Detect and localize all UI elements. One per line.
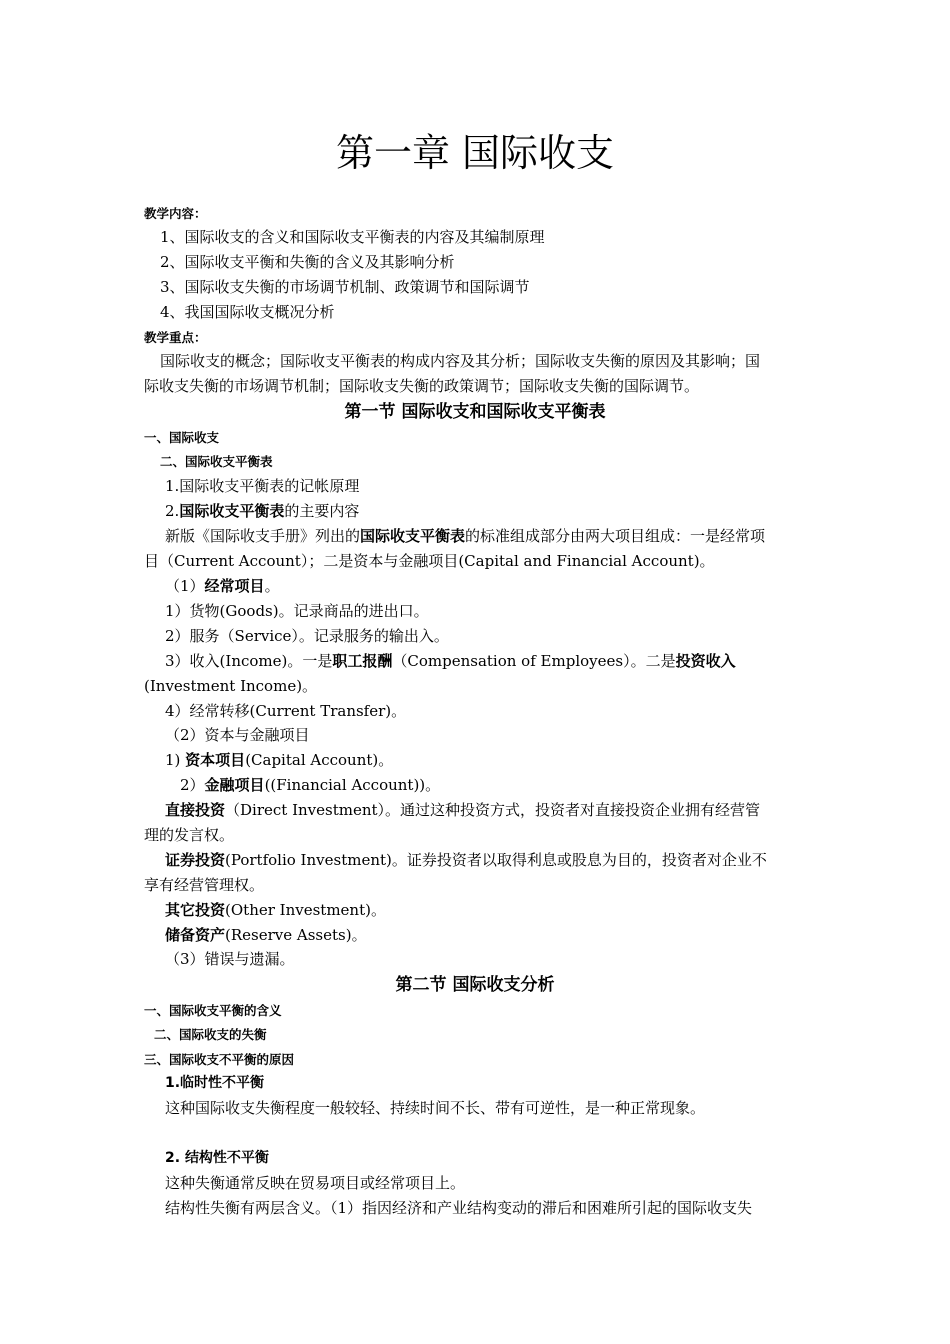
teaching-content-item: 1、国际收支的含义和国际收支平衡表的内容及其编制原理 [160, 228, 545, 246]
paragraph: 2）金融项目((Financial Account))。 [180, 776, 441, 794]
paragraph: 享有经营管理权。 [144, 876, 265, 894]
subsection-heading: 一、国际收支 [144, 430, 220, 445]
subsection-heading: 二、国际收支的失衡 [154, 1027, 267, 1042]
subheading: 2. 结构性不平衡 [165, 1150, 269, 1166]
subsection-heading: 二、国际收支平衡表 [160, 454, 273, 469]
paragraph: （2）资本与金融项目 [165, 726, 310, 744]
paragraph: 结构性失衡有两层含义。（1）指因经济和产业结构变动的滞后和困难所引起的国际收支失 [165, 1199, 753, 1217]
paragraph: 直接投资（Direct Investment）。通过这种投资方式，投资者对直接投资企业拥有经营管 [165, 801, 761, 819]
chapter-title: 第一章 国际收支 [335, 131, 615, 175]
section-title: 第一节 国际收支和国际收支平衡表 [344, 402, 606, 422]
paragraph: 这种失衡通常反映在贸易项目或经常项目上。 [165, 1174, 466, 1192]
paragraph: 目（Current Account）；二是资本与金融项目(Capital and Financial Account)。 [144, 552, 715, 570]
teaching-content-item: 3、国际收支失衡的市场调节机制、政策调节和国际调节 [160, 278, 530, 296]
paragraph: (Investment Income)。 [144, 677, 318, 695]
paragraph: 1）货物(Goods)。记录商品的进出口。 [165, 602, 429, 620]
paragraph: 理的发言权。 [144, 826, 235, 844]
paragraph: 1) 资本项目(Capital Account)。 [165, 751, 394, 769]
paragraph: 储备资产(Reserve Assets)。 [165, 926, 367, 944]
paragraph: （1）经常项目。 [165, 577, 280, 595]
teaching-focus-heading: 教学重点： [144, 330, 207, 345]
paragraph: 2.国际收支平衡表的主要内容 [165, 502, 360, 520]
paragraph: 其它投资(Other Investment)。 [165, 901, 386, 919]
subsection-heading: 三、国际收支不平衡的原因 [144, 1052, 295, 1067]
paragraph: 2）服务（Service）。记录服务的输出入。 [165, 627, 449, 645]
paragraph: 1.国际收支平衡表的记帐原理 [165, 477, 360, 495]
teaching-content-item: 2、国际收支平衡和失衡的含义及其影响分析 [160, 253, 455, 271]
paragraph: 新版《国际收支手册》列出的国际收支平衡表的标准组成部分由两大项目组成：一是经常项 [165, 527, 766, 545]
subsection-heading: 一、国际收支平衡的含义 [144, 1003, 282, 1018]
paragraph: （3）错误与遗漏。 [165, 950, 295, 968]
section-title: 第二节 国际收支分析 [395, 975, 555, 995]
teaching-content-item: 4、我国国际收支概况分析 [160, 303, 335, 321]
teaching-content-heading: 教学内容： [144, 206, 207, 221]
paragraph: 这种国际收支失衡程度一般较轻、持续时间不长、带有可逆性，是一种正常现象。 [165, 1099, 706, 1117]
paragraph: 3）收入(Income)。一是职工报酬（Compensation of Employees）。二是投资收入 [165, 652, 736, 670]
teaching-focus-text: 国际收支的概念；国际收支平衡表的构成内容及其分析；国际收支失衡的原因及其影响；国 [160, 352, 761, 370]
paragraph: 证券投资(Portfolio Investment)。证券投资者以取得利息或股息为目的，投资者对企业不 [165, 851, 767, 869]
subheading: 1.临时性不平衡 [165, 1075, 265, 1091]
paragraph: 4）经常转移(Current Transfer)。 [165, 702, 407, 720]
teaching-focus-text: 际收支失衡的市场调节机制；国际收支失衡的政策调节；国际收支失衡的国际调节。 [144, 377, 700, 395]
